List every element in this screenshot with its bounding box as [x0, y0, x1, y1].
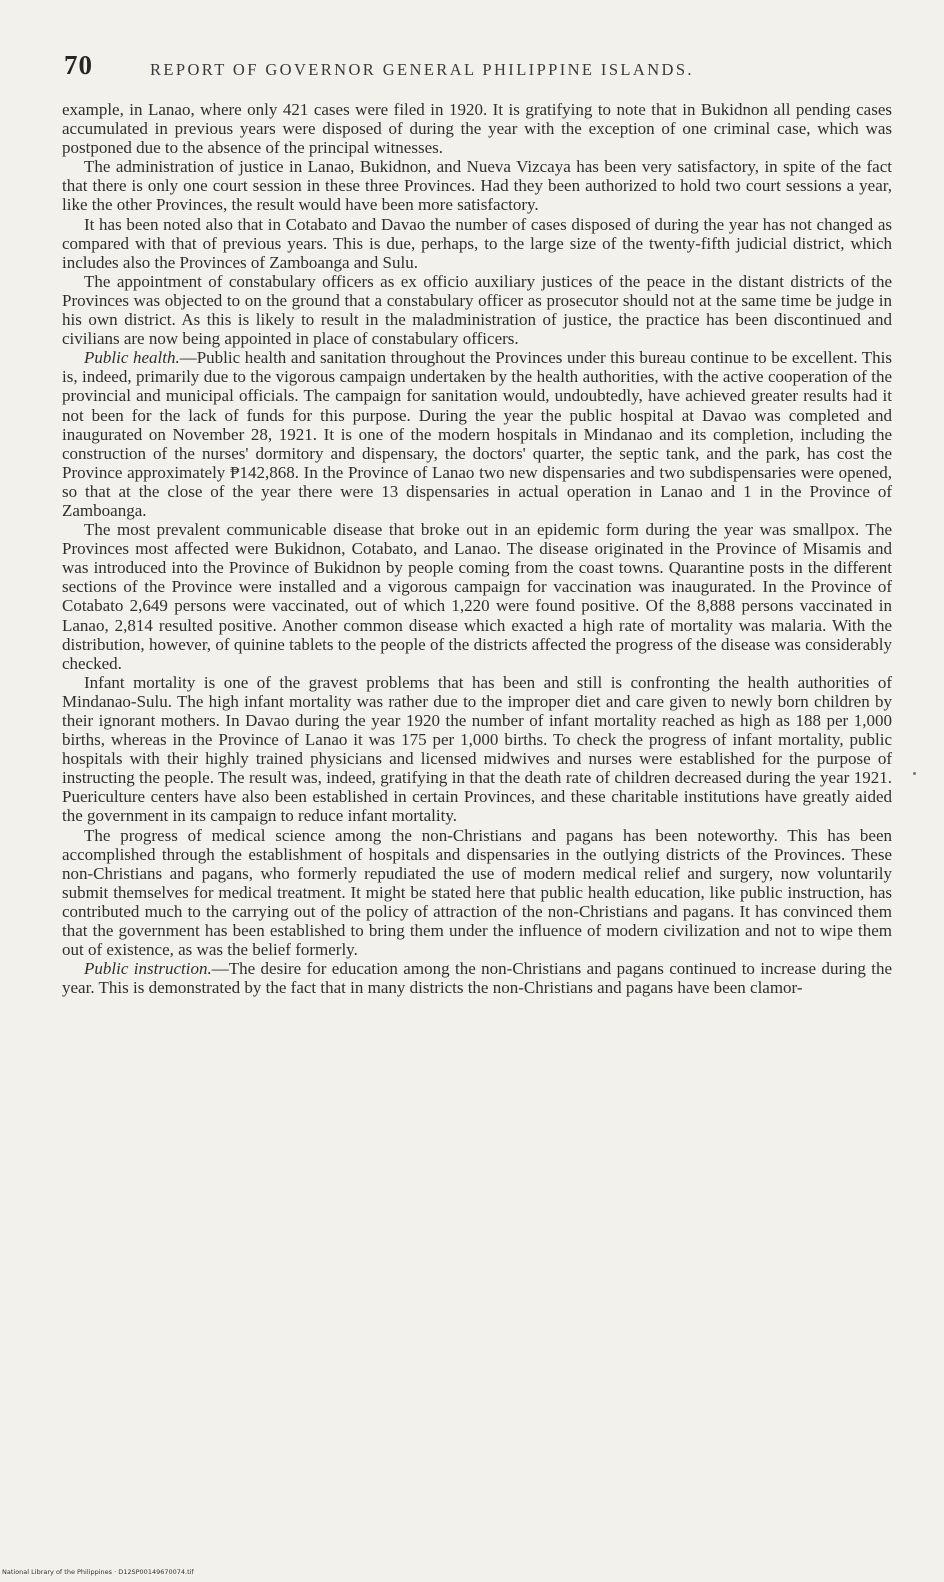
paragraph-run-in: Public instruction. — [84, 959, 212, 979]
paragraph-public-instruction — [62, 959, 892, 997]
paragraph-text: The administration of justice in Lanao, Bukidnon, and Nueva Vizcaya has been very satisfactory, in spite of the fact that there is only one court session in these three Provinces. Had they been authorized to hold two court sessions a year, like the other Provinces, the result would have been more satisfactory. — [62, 157, 892, 215]
paragraph-medical-science — [62, 826, 892, 960]
paragraph-infant-mortality — [62, 673, 892, 826]
scan-speck — [913, 772, 916, 775]
paragraph-text: example, in Lanao, where only 421 cases were filed in 1920. It is gratifying to note that in Bukidnon all pending cases accumulated in previous years were disposed of during the year with the exception of one criminal case, which was postponed due to the absence of the principal witnesses. — [62, 100, 892, 158]
paragraph-administration-of-justice — [62, 157, 892, 214]
paragraph-text: It has been noted also that in Cotabato and Davao the number of cases disposed of during the year has not changed as compared with that of previous years. This is due, perhaps, to the large size of the twenty-fifth judicial district, which includes also the Provinces of Zamboanga and Sulu. — [62, 214, 892, 272]
page-number: 70 — [64, 50, 93, 80]
paragraph-text: The most prevalent communicable disease that broke out in an epidemic form during the year was smallpox. The Provinces most affected were Bukidnon, Cotabato, and Lanao. The disease originated in the Province of Misamis and was introduced into the Province of Bukidnon by people coming from the coast towns. Quarantine posts in the different sections of the Province were installed and a vigorous campaign for vaccination was inaugurated. In the Province of Cotabato 2,649 persons were vaccinated, out of which 1,220 were found positive. Of the 8,888 persons vaccinated in Lanao, 2,814 resulted positive. Another common disease which exacted a high rate of mortality was malaria. With the distribution, however, of quinine tablets to the people of the districts affected the progress of the disease was considerably checked. — [62, 520, 892, 673]
page-header — [64, 48, 884, 88]
scan-credit-footer: National Library of the Philippines · D12SP00149670074.tif — [2, 1568, 194, 1576]
paragraph-text: Infant mortality is one of the gravest problems that has been and still is confronting the health authorities of Mindanao-Sulu. The high infant mortality was rather due to the improper diet and care given to newly born children by their ignorant mothers. In Davao during the year 1920 the number of infant mortality reached as high as 188 per 1,000 births, whereas in the Province of Lanao it was 175 per 1,000 births. To check the progress of infant mortality, public hospitals with their highly trained physicians and licensed midwives and nurses were established for the purpose of instructing the people. The result was, indeed, gratifying in that the death rate of children decreased during the year 1921. Puericulture centers have also been established in certain Provinces, and these charitable institutions have greatly aided the government in its campaign to reduce infant mortality. — [62, 672, 892, 826]
paragraph-text: The progress of medical science among the non-Christians and pagans has been noteworthy. This has been accomplished through the establishment of hospitals and dispensaries in the outlying districts of the Provinces. These non-Christians and pagans, who formerly repudiated the use of modern medical relief and surgery, now voluntarily submit themselves for medical treatment. It might be stated here that public health education, like public instruction, has contributed much to the carrying out of the policy of attraction of the non-Christians and pagans. It has convinced them that the government has been established to bring them under the influence of modern civilization and not to wipe them out of existence, as was the belief formerly. — [62, 825, 892, 960]
paragraph-cotabato-davao — [62, 215, 892, 272]
paragraph-text: —Public health and sanitation throughout the Provinces under this bureau continue to be excellent. This is, indeed, primarily due to the vigorous campaign undertaken by the health authorities, with the active cooperation of the provincial and municipal officials. The campaign for sanitation would, undoubtedly, have achieved greater results had it not been for the lack of funds for this purpose. During the year the public hospital at Davao was completed and inaugurated on November 28, 1921. It is one of the modern hospitals in Mindanao and its completion, including the construction of the nurses' dormitory and dispensary, the doctors' quarter, the septic tank, and the park, has cost the Province approximately ₱142,868. In the Province of Lanao two new dispensaries and two subdispensaries were opened, so that at the close of the year there were 13 dispensaries in actual operation in Lanao and 1 in the Province of Zamboanga. — [62, 348, 892, 520]
body-text — [62, 100, 892, 997]
paragraph-constabulary-officers — [62, 272, 892, 348]
paragraph-run-in: Public health. — [84, 348, 180, 368]
paragraph-text: The appointment of constabulary officers as ex officio auxiliary justices of the peace in the distant districts of the Provinces was objected to on the ground that a constabulary officer as prosecutor should not at the same time be judge in his own district. As this is likely to result in the maladministration of justice, the practice has been discontinued and civilians are now being appointed in place of constabulary officers. — [62, 271, 892, 349]
paragraph-lanao-cases — [62, 100, 892, 157]
paragraph-smallpox — [62, 520, 892, 673]
paragraph-public-health — [62, 348, 892, 520]
running-head: REPORT OF GOVERNOR GENERAL PHILIPPINE ISLANDS. — [150, 60, 694, 79]
paragraph-text: —The desire for education among the non-Christians and pagans continued to increase during the year. This is demonstrated by the fact that in many districts the non-Christians and pagans have been clamor- — [62, 959, 893, 998]
